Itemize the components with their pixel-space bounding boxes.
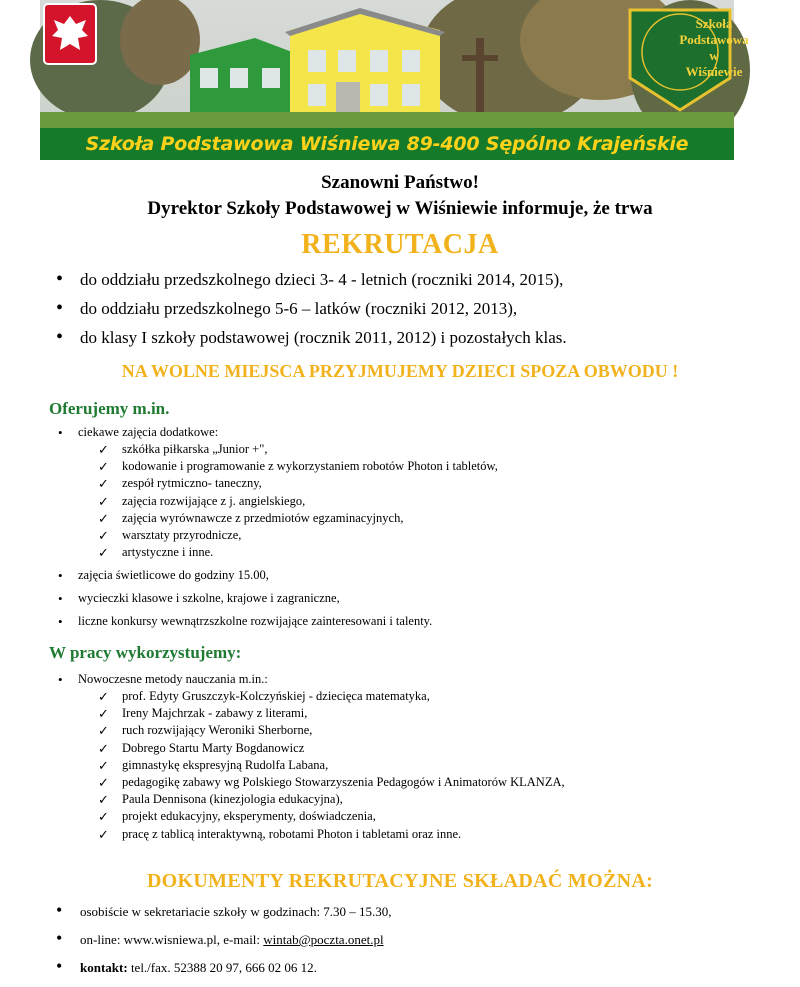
documents-heading: DOKUMENTY REKRUTACYJNE SKŁADAĆ MOŻNA: bbox=[146, 870, 654, 892]
check-item: ✓ prof. Edyty Gruszczyk-Kolczyńskiej - dziecięca matematyka, bbox=[98, 688, 565, 705]
school-banner bbox=[40, 0, 749, 160]
list-item: • do oddziału przedszkolnego dzieci 3- 4 - letnich (roczniki 2014, 2015), bbox=[56, 269, 567, 298]
contact-value: tel./fax. 52388 20 97, 666 02 06 12. bbox=[127, 960, 317, 975]
documents-list bbox=[56, 903, 392, 987]
badge-line: Szkoła bbox=[695, 16, 733, 31]
methods-heading: W pracy wykorzystujemy: bbox=[49, 643, 242, 662]
check-item: ✓ zespół rytmiczno- taneczny, bbox=[98, 475, 498, 492]
check-item: ✓ Dobrego Startu Marty Bogdanowicz bbox=[98, 740, 565, 757]
check-item: ✓ szkółka piłkarska „Junior +", bbox=[98, 441, 498, 458]
list-item: • osobiście w sekretariacie szkoły w godzinach: 7.30 – 15.30, bbox=[56, 903, 392, 931]
methods-list bbox=[58, 671, 565, 843]
check-item: ✓ gimnastykę ekspresyjną Rudolfa Labana, bbox=[98, 757, 565, 774]
list-item: • wycieczki klasowe i szkolne, krajowe i zagraniczne, bbox=[58, 590, 498, 607]
contact-label: kontakt: bbox=[80, 960, 128, 975]
check-item: ✓ projekt edukacyjny, eksperymenty, doświadczenia, bbox=[98, 808, 565, 825]
offer-heading: Oferujemy m.in. bbox=[49, 399, 170, 418]
online-text: on-line: www.wisniewa.pl, e-mail: bbox=[80, 932, 264, 947]
check-item: ✓ pracę z tablicą interaktywną, robotami Photon i tabletami oraz inne. bbox=[98, 826, 565, 843]
list-item bbox=[56, 959, 392, 987]
greeting: Szanowni Państwo! bbox=[321, 172, 479, 193]
email-link[interactable]: wintab@poczta.onet.pl bbox=[263, 932, 384, 947]
school-badge bbox=[668, 16, 760, 80]
badge-line: Podstawowa bbox=[679, 32, 749, 47]
list-item bbox=[58, 424, 498, 561]
check-item: ✓ pedagogikę zabawy wg Polskiego Stowarzyszenia Pedagogów i Animatorów KLANZA, bbox=[98, 774, 565, 791]
list-item: • liczne konkursy wewnątrzszkolne rozwijające zainteresowani i talenty. bbox=[58, 613, 498, 630]
extra-activities-label: ciekawe zajęcia dodatkowe: bbox=[78, 425, 219, 439]
free-places-notice: NA WOLNE MIEJSCA PRZYJMUJEMY DZIECI SPOZA OBWODU ! bbox=[121, 361, 679, 381]
methods-label: Nowoczesne metody nauczania m.in.: bbox=[78, 672, 268, 686]
check-item: ✓ ruch rozwijający Weroniki Sherborne, bbox=[98, 722, 565, 739]
methods-check-list bbox=[78, 688, 565, 843]
school-name-strip: Szkoła Podstawowa Wiśniewa 89-400 Sępólno Krajeńskie bbox=[40, 128, 734, 160]
check-item: ✓ warsztaty przyrodnicze, bbox=[98, 527, 498, 544]
check-item: ✓ zajęcia rozwijające z j. angielskiego, bbox=[98, 493, 498, 510]
check-item: ✓ kodowanie i programowanie z wykorzystaniem robotów Photon i tabletów, bbox=[98, 458, 498, 475]
list-item bbox=[56, 931, 392, 959]
badge-line: w bbox=[709, 48, 719, 63]
list-item: • zajęcia świetlicowe do godziny 15.00, bbox=[58, 567, 498, 584]
list-item: • do oddziału przedszkolnego 5-6 – latków (roczniki 2012, 2013), bbox=[56, 298, 567, 327]
check-item: ✓ zajęcia wyrównawcze z przedmiotów egzaminacyjnych, bbox=[98, 510, 498, 527]
list-item: • do klasy I szkoły podstawowej (rocznik 2011, 2012) i pozostałych klas. bbox=[56, 327, 567, 356]
director-announcement: Dyrektor Szkoły Podstawowej w Wiśniewie informuje, że trwa bbox=[147, 198, 653, 219]
check-item: ✓ artystyczne i inne. bbox=[98, 544, 498, 561]
check-item: ✓ Paula Dennisona (kinezjologia edukacyjna), bbox=[98, 791, 565, 808]
check-item: ✓ Ireny Majchrzak - zabawy z literami, bbox=[98, 705, 565, 722]
recruitment-list bbox=[56, 269, 567, 356]
offer-list bbox=[58, 424, 498, 630]
list-item bbox=[58, 671, 565, 843]
extra-activities-list bbox=[78, 441, 498, 561]
recruitment-heading: REKRUTACJA bbox=[301, 229, 499, 260]
badge-line: Wiśniewie bbox=[685, 64, 743, 79]
